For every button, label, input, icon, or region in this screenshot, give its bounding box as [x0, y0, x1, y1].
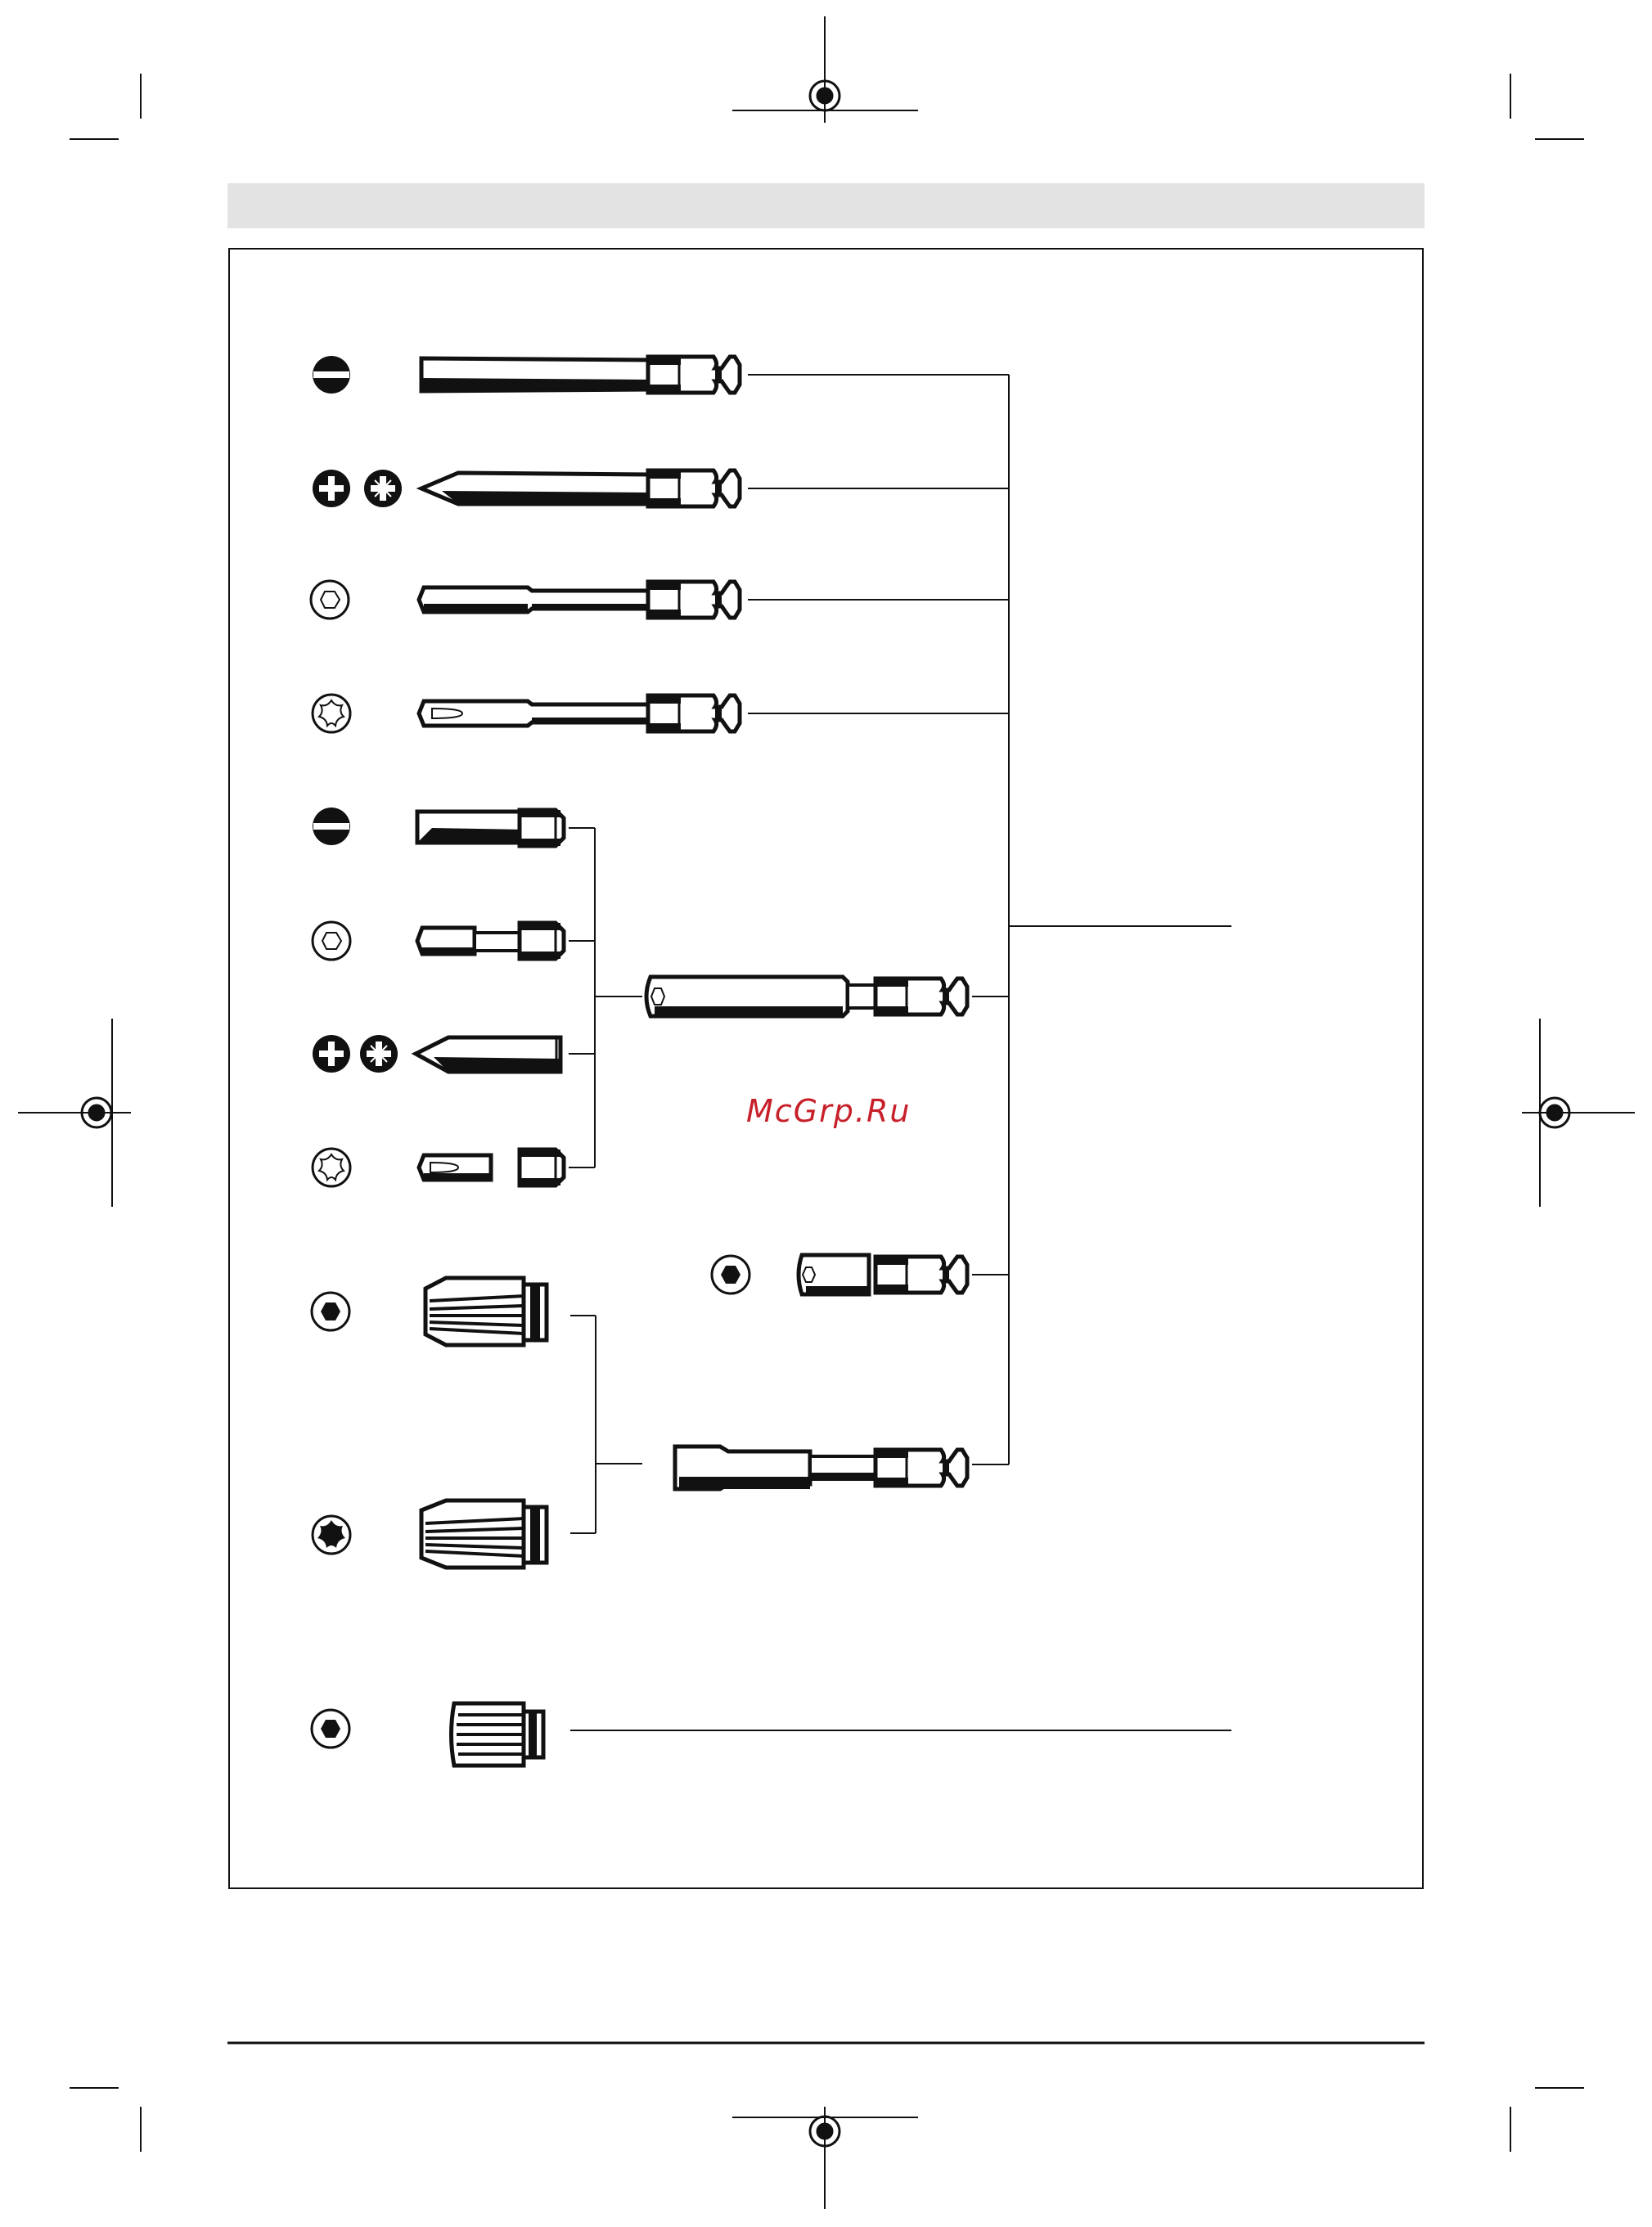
short-torx-bit: [419, 1149, 564, 1185]
long-phillips-bit: [421, 470, 740, 506]
phillips-screw-icon: [313, 470, 350, 507]
hex-nut-icon: [712, 1256, 749, 1293]
torx-external-icon: [313, 1516, 350, 1554]
socket-hex: [425, 1278, 547, 1345]
slot-screw-icon: [313, 808, 350, 845]
slot-screw-icon: [313, 356, 350, 394]
pozidriv-screw-icon: [360, 1035, 398, 1073]
socket-torx: [421, 1500, 547, 1568]
short-slot-bit: [417, 810, 564, 846]
universal-bit-holder: [646, 977, 967, 1016]
hex-nut-icon: [312, 1293, 349, 1330]
connector-lines: [569, 375, 1231, 1730]
header-band: [227, 183, 1425, 228]
torx-screw-icon: [313, 1149, 350, 1186]
socket-standalone: [452, 1703, 544, 1766]
hex-socket-screw-icon: [311, 581, 349, 619]
pozidriv-screw-icon: [364, 470, 402, 507]
hex-nut-icon: [312, 1710, 349, 1748]
diagram-frame: [229, 249, 1423, 1888]
long-hex-bit: [419, 582, 740, 618]
torx-screw-icon: [313, 695, 350, 732]
long-torx-bit: [419, 695, 740, 731]
phillips-screw-icon: [313, 1035, 350, 1073]
watermark-text: McGrp.Ru: [746, 1093, 912, 1129]
short-phillips-bit: [416, 1037, 560, 1072]
long-slot-bit: [421, 357, 740, 393]
hex-socket-screw-icon: [313, 922, 350, 960]
short-hex-bit: [417, 923, 564, 959]
socket-adapter-short: [799, 1255, 967, 1294]
square-drive-adapter: [675, 1446, 967, 1489]
